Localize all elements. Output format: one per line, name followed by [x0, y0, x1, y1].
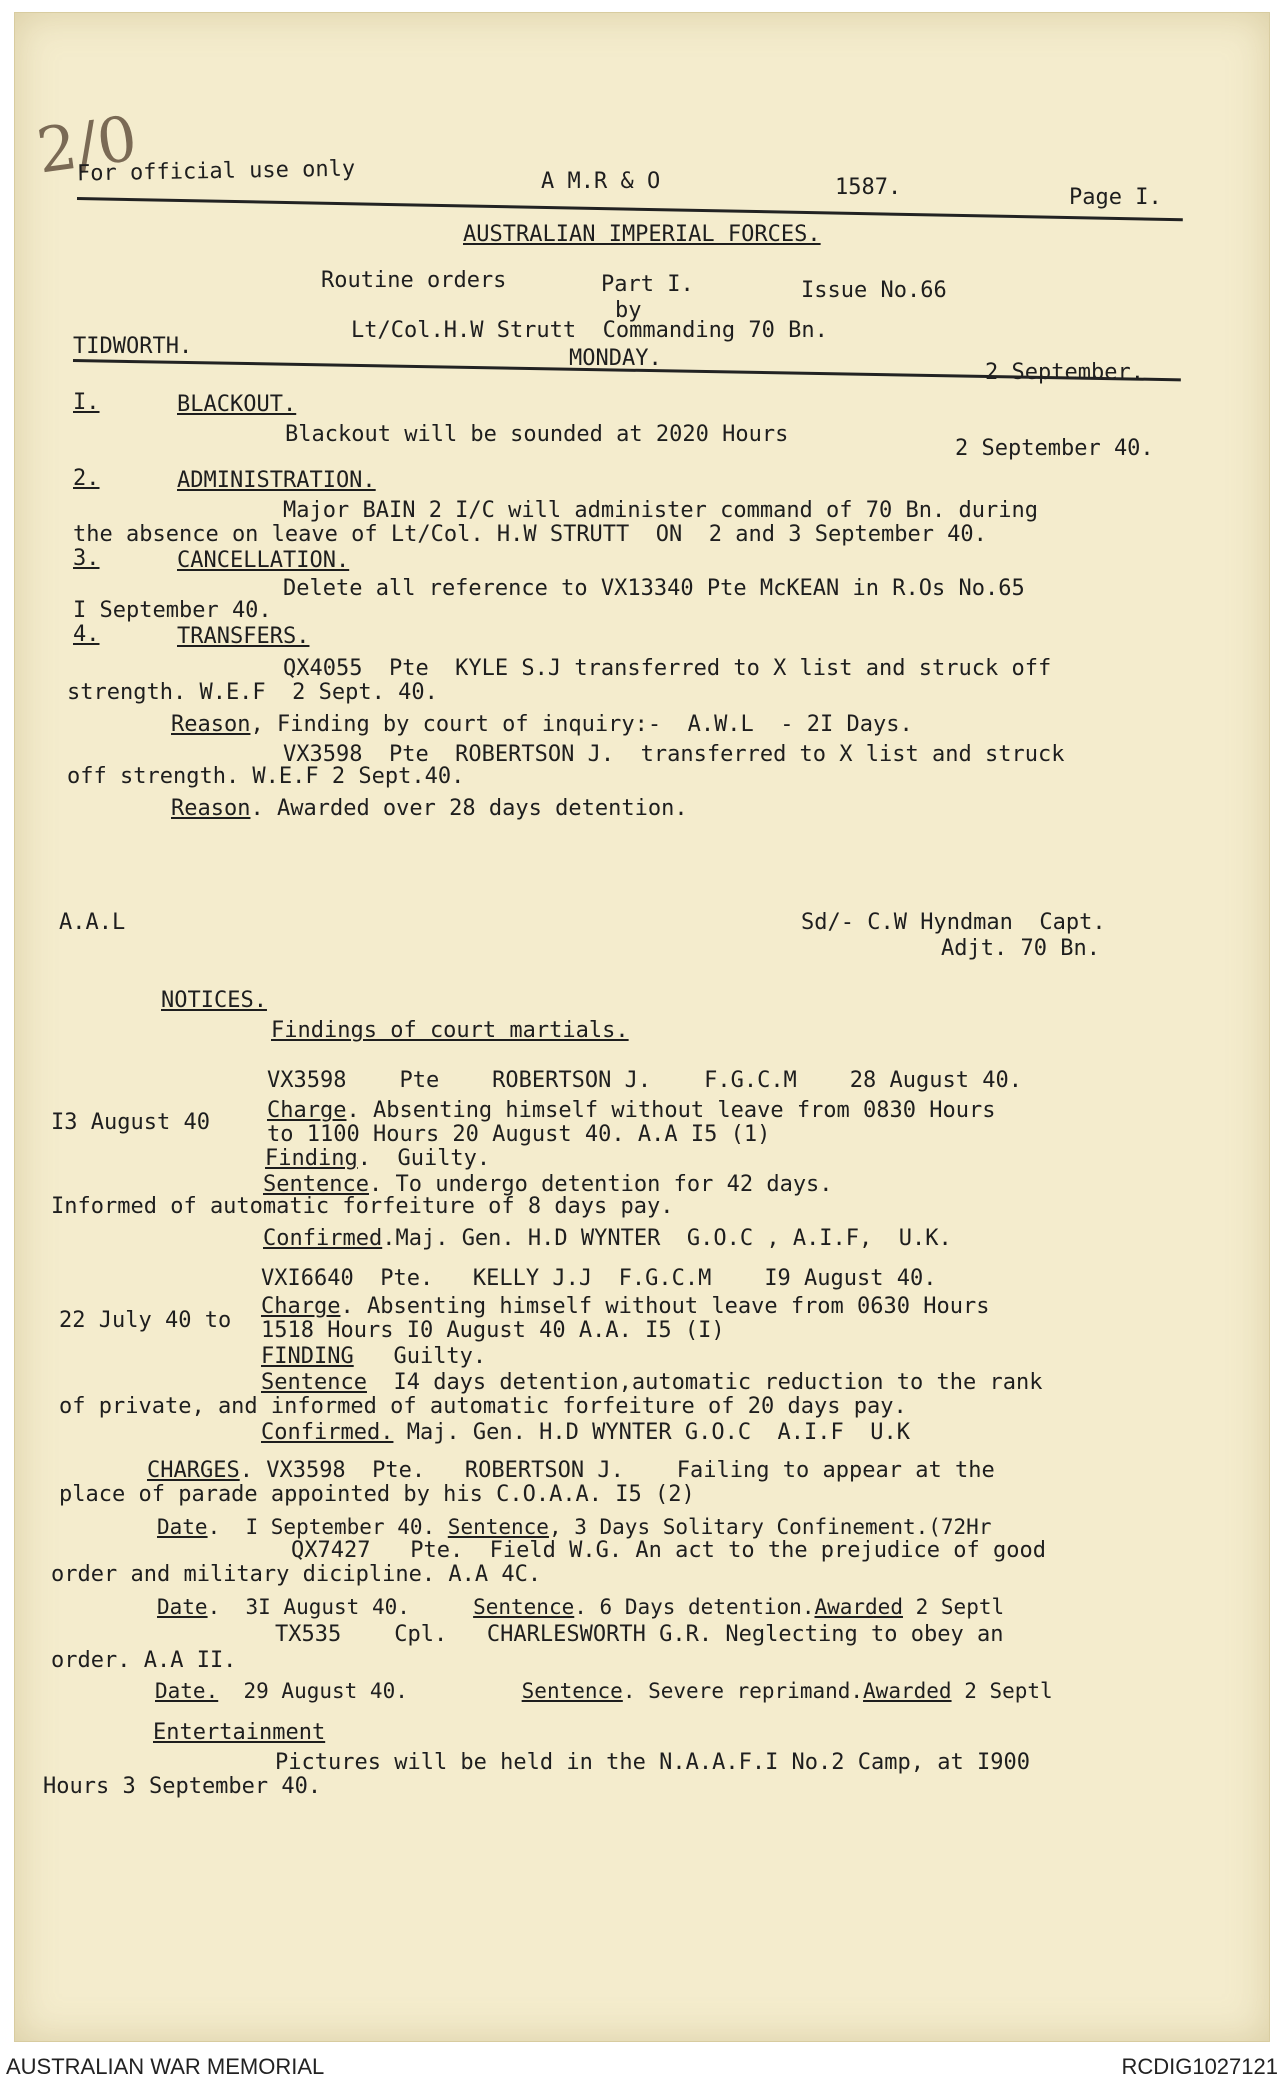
transfer-1-line-1: QX4055 Pte KYLE S.J transferred to X list and struck off — [283, 656, 1052, 681]
date-text: . I September 40. — [207, 1515, 448, 1539]
section-2-line-2: the absence on leave of Lt/Col. H.W STRUTT ON 2 and 3 September 40. — [73, 522, 987, 547]
transfer-2-line-1: VX3598 Pte ROBERTSON J. transferred to X list and struck — [283, 742, 1065, 767]
charges-line-5: order and military dicipline. A.A 4C. — [51, 1562, 542, 1587]
section-1-text: Blackout will be sounded at 2020 Hours — [285, 422, 789, 447]
section-3-line-2: I September 40. — [73, 598, 272, 623]
official-use-label: For official use only — [76, 156, 356, 187]
section-1-heading: BLACKOUT. — [177, 392, 297, 417]
section-3-heading: CANCELLATION. — [177, 548, 350, 573]
case-1-line-6: Informed of automatic forfeiture of 8 days pay. — [51, 1194, 674, 1219]
finding-text: Guilty. — [353, 1344, 487, 1369]
date-label: Date — [157, 1595, 208, 1619]
reason-label: Reason — [171, 712, 251, 737]
order-number: 1587. — [835, 175, 902, 200]
sentence-text: . To undergo detention for 42 days. — [368, 1172, 833, 1197]
case-1-charge — [267, 1099, 996, 1123]
date-label: Date — [157, 1515, 208, 1539]
charges-line-7: TX535 Cpl. CHARLESWORTH G.R. Neglecting to obey an — [275, 1622, 1004, 1647]
charges-line-3 — [157, 1515, 991, 1539]
page-number: Page I. — [1069, 185, 1162, 210]
case-1-line-1: VX3598 Pte ROBERTSON J. F.G.C.M 28 August 40. — [267, 1068, 1022, 1093]
charges-line-9 — [155, 1679, 1053, 1703]
confirmed-text: Maj. Gen. H.D WYNTER G.O.C A.I.F U.K — [393, 1420, 911, 1445]
section-2-number: 2. — [73, 466, 100, 491]
sentence-text: I4 days detention,automatic reduction to the rank — [366, 1370, 1043, 1395]
reason-text: . Awarded over 28 days detention. — [250, 796, 688, 821]
place-label: TIDWORTH. — [73, 334, 193, 359]
transfer-2-reason — [171, 797, 688, 821]
sentence-text: , 3 Days Solitary Confinement.(72Hr — [548, 1515, 992, 1539]
charges-line-6 — [157, 1595, 1004, 1619]
case-1-finding — [265, 1147, 490, 1171]
transfer-1-reason — [171, 713, 913, 737]
confirmed-label: Confirmed. — [261, 1420, 394, 1445]
handwritten-mark: 2/0 — [32, 101, 142, 188]
by-label: by — [615, 298, 642, 323]
case-2-charge — [261, 1295, 990, 1319]
case-2-finding — [261, 1345, 486, 1369]
signature-line-2: Adjt. 70 Bn. — [941, 936, 1100, 961]
header-date: 2 September. — [985, 360, 1144, 385]
section-1-date: 2 September 40. — [955, 436, 1154, 461]
charges-line-2: place of parade appointed by his C.O.A.A. I5 (2) — [59, 1482, 695, 1507]
part-label: Part I. — [601, 272, 694, 297]
footer-source: AUSTRALIAN WAR MEMORIAL — [6, 2054, 325, 2079]
charges-label: CHARGES — [147, 1458, 240, 1483]
document-title: AUSTRALIAN IMPERIAL FORCES. — [463, 222, 821, 247]
awarded-label: Awarded — [863, 1679, 952, 1703]
finding-label: FINDING — [261, 1344, 354, 1369]
reason-text: , Finding by court of inquiry:- A.W.L - 2I Days. — [250, 712, 913, 737]
section-2-heading: ADMINISTRATION. — [177, 468, 376, 493]
header-rule — [77, 197, 1183, 221]
routine-orders-label: Routine orders — [321, 268, 507, 293]
section-2-line-1: Major BAIN 2 I/C will administer command of 70 Bn. during — [283, 498, 1038, 523]
sentence-label: Sentence — [263, 1172, 369, 1197]
awarded-label: Awarded — [814, 1595, 903, 1619]
transfer-2-line-2: off strength. W.E.F 2 Sept.40. — [67, 764, 465, 789]
section-3-number: 3. — [73, 546, 100, 571]
case-1-line-3: to 1100 Hours 20 August 40. A.A I5 (1) — [267, 1122, 771, 1147]
sentence-text: . Severe reprimand. — [622, 1679, 864, 1703]
entertainment-heading: Entertainment — [153, 1720, 326, 1745]
finding-text: . Guilty. — [357, 1146, 491, 1171]
transfer-1-line-2: strength. W.E.F 2 Sept. 40. — [67, 680, 438, 705]
charge-label: Charge — [261, 1294, 341, 1319]
awarded-text: 2 Septl — [951, 1679, 1053, 1703]
charges-line-1 — [147, 1459, 995, 1483]
date-text: 29 August 40. — [218, 1679, 522, 1703]
case-2-line-3: 1518 Hours I0 August 40 A.A. I5 (I) — [261, 1318, 725, 1343]
sentence-label: Sentence — [521, 1679, 623, 1703]
confirmed-text: .Maj. Gen. H.D WYNTER G.O.C , A.I.F, U.K. — [382, 1226, 952, 1251]
court-martial-heading: Findings of court martials. — [271, 1018, 629, 1043]
signature-line-1: Sd/- C.W Hyndman Capt. — [801, 910, 1106, 935]
charges-text: . VX3598 Pte. ROBERTSON J. Failing to appear at the — [239, 1458, 995, 1483]
case-1-start-date: I3 August 40 — [51, 1110, 210, 1135]
entertainment-line-1: Pictures will be held in the N.A.A.F.I No.2 Camp, at I900 — [275, 1750, 1030, 1775]
case-2-line-6: of private, and informed of automatic forfeiture of 20 days pay. — [59, 1394, 907, 1419]
entertainment-line-2: Hours 3 September 40. — [43, 1774, 322, 1799]
section-4-number: 4. — [73, 622, 100, 647]
charge-text: . Absenting himself without leave from 0630 Hours — [340, 1294, 990, 1319]
section-1-number: I. — [73, 390, 100, 415]
charge-text: . Absenting himself without leave from 0830 Hours — [346, 1098, 996, 1123]
commander-line: Lt/Col.H.W Strutt Commanding 70 Bn. — [351, 318, 828, 343]
charges-line-4: QX7427 Pte. Field W.G. An act to the prejudice of good — [291, 1538, 1046, 1563]
notices-heading: NOTICES. — [161, 988, 267, 1013]
reference-code: A M.R & O — [541, 169, 661, 194]
sentence-label: Sentence — [473, 1595, 575, 1619]
day-label: MONDAY. — [569, 346, 662, 371]
case-2-start-date: 22 July 40 to — [59, 1308, 232, 1333]
awarded-text: 2 Septl — [902, 1595, 1005, 1619]
section-3-line-1: Delete all reference to VX13340 Pte McKEAN in R.Os No.65 — [283, 576, 1025, 601]
sentence-text: . 6 Days detention. — [574, 1595, 815, 1619]
reason-label: Reason — [171, 796, 251, 821]
date-text: . 3I August 40. — [207, 1595, 474, 1619]
section-4-heading: TRANSFERS. — [177, 624, 310, 649]
sentence-label: Sentence — [261, 1370, 367, 1395]
charge-label: Charge — [267, 1098, 347, 1123]
sentence-label: Sentence — [447, 1515, 549, 1539]
date-label: Date. — [155, 1679, 219, 1703]
document-page — [14, 12, 1270, 2042]
confirmed-label: Confirmed — [263, 1226, 383, 1251]
footer-id: RCDIG1027121 — [1121, 2054, 1278, 2079]
issue-number: Issue No.66 — [801, 278, 947, 303]
finding-label: Finding — [265, 1146, 358, 1171]
case-2-sentence — [261, 1371, 1042, 1395]
aal-label: A.A.L — [59, 910, 126, 935]
case-2-line-1: VXI6640 Pte. KELLY J.J F.G.C.M I9 August 40. — [261, 1266, 937, 1291]
case-2-confirmed — [261, 1421, 910, 1445]
charges-line-8: order. A.A II. — [51, 1648, 237, 1673]
archive-footer — [0, 2046, 1286, 2082]
case-1-confirmed — [263, 1227, 952, 1251]
